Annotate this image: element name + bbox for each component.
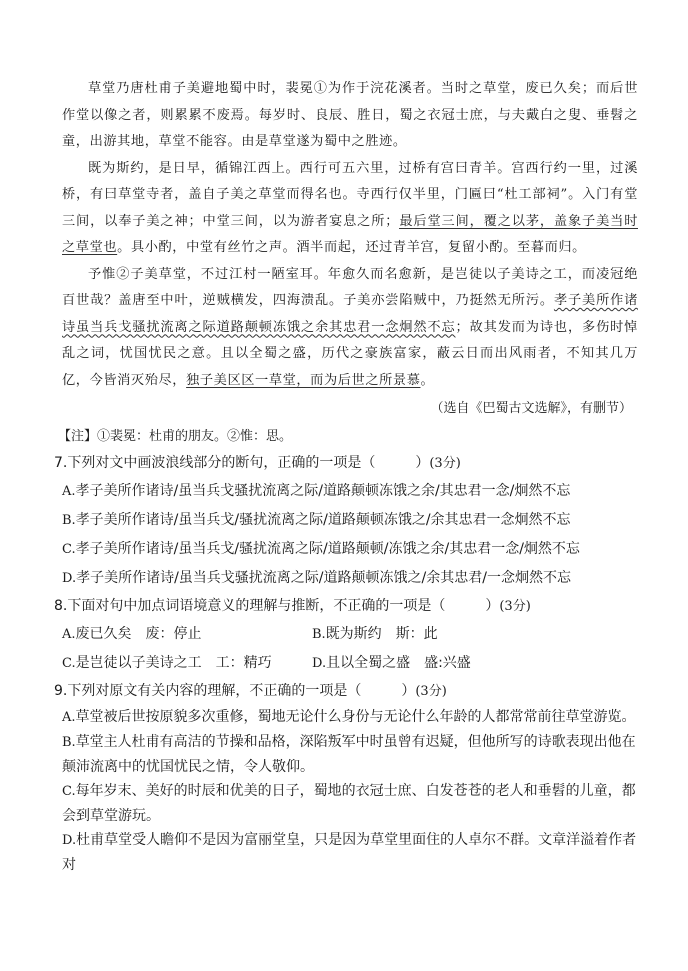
q7-option-b[interactable]: [62, 506, 638, 535]
q8-option-c-gloss: 工：精巧: [215, 655, 272, 671]
q9-option-d-text: 杜甫草堂受人瞻仰不是因为富丽堂皇，只是因为草堂里面住的人卓尔不群。文章洋溢着作者对: [62, 832, 637, 873]
q9-paren-close: ）: [401, 683, 416, 699]
q8-option-b-letter: B.: [312, 627, 326, 642]
q7-option-d[interactable]: [62, 564, 638, 593]
question-7-stem: [54, 450, 638, 477]
q9-option-b[interactable]: [62, 730, 638, 779]
passage-source: （选自《巴蜀古文选解》，有删节）: [430, 401, 632, 416]
q7-option-d-text: 孝子美所作诸诗/虽当兵戈骚扰流离之际/道路颠顿冻饿之/余其忠君/一念炯然不忘: [76, 570, 571, 586]
q7-stem-text: 7.下列对文中画波浪线部分的断句，正确的一项是（: [54, 455, 376, 471]
q9-option-a[interactable]: [62, 705, 638, 730]
q9-option-c-letter: C.: [62, 784, 76, 799]
q9-option-a-text: 草堂被后世按原貌多次重修，蜀地无论什么身份与无论什么年龄的人都常常前往草堂游览。: [75, 709, 636, 725]
q7-option-c-text: 孝子美所作诸诗/虽当兵戈/骚扰流离之际/道路颠顿/冻饿之余/其忠君一念/炯然不忘: [75, 541, 580, 557]
q8-option-a-letter: A.: [62, 627, 76, 642]
q9-option-d-letter: D.: [62, 833, 77, 848]
p1-text-b: 为作于浣花溪者。当时之草堂，废已久矣；而后世作堂以像之者，则累累不废焉。每岁时、良辰、胜日，蜀之衣冠士庶，与夫戴白之叟、垂髫之童，出游其地，草堂不能容。由是草堂遂为蜀中之胜迹。: [62, 81, 638, 149]
passage-paragraph-3: [62, 262, 638, 395]
q9-option-a-letter: A.: [62, 710, 76, 725]
q8-points: (3分): [499, 599, 531, 614]
q8-paren-close: ）: [485, 598, 500, 614]
p2-underlined-sentence: 最后堂三间，覆之以茅，盖象子美当时之草堂也: [62, 213, 638, 255]
question-9-stem: [54, 678, 638, 705]
q9-option-c-text: 每年岁末、美好的时辰和优美的日子，蜀地的衣冠士庶、白发苍苍的老人和垂髫的儿童，都会到草堂游玩。: [62, 783, 636, 824]
q8-option-a-phrase: 废已久矣: [75, 626, 132, 642]
q8-options-row-2: [62, 649, 638, 678]
footnote-mark-2: ②: [116, 266, 131, 282]
q8-stem-text: 8.下面对句中加点词语境意义的理解与推断，不正确的一项是（: [54, 598, 446, 614]
q9-option-c[interactable]: [62, 779, 638, 828]
q7-option-b-letter: B.: [62, 513, 76, 528]
q8-option-c[interactable]: [62, 649, 312, 678]
q9-stem-text: 9.下列对原文有关内容的理解，不正确的一项是（: [54, 683, 362, 699]
q7-paren-close: ）: [415, 455, 430, 471]
q7-option-a-letter: A.: [62, 484, 76, 499]
q7-option-a[interactable]: [62, 477, 638, 506]
q7-option-c-letter: C.: [62, 542, 76, 557]
q8-option-a-gloss: 废：停止: [145, 626, 202, 642]
passage-notes: 【注】①裴冕：杜甫的朋友。②惟：思。: [58, 429, 293, 444]
q9-option-d[interactable]: [62, 828, 638, 877]
q9-points: (3分): [415, 684, 447, 699]
q8-option-c-phrase: 是岂徒以子美诗之工: [75, 655, 202, 671]
q8-option-a[interactable]: [62, 620, 312, 649]
p3-text-b: 子美草堂，不过江村一陋室耳。年愈久而名愈新，是岂徒以子美诗之工，而凌冠绝百世哉？盖唐至中叶，逆贼横发，四海溃乱。子美亦尝陷贼中，乃挺然无所污。: [62, 266, 639, 308]
question-8-stem: [54, 593, 638, 620]
passage-paragraph-1: [62, 76, 638, 156]
p3-wavy-sentence: 孝子美所作诸诗虽当兵戈骚扰流离之际道路颠顿冻饿之余其忠君一念炯然不忘: [62, 293, 638, 335]
q8-option-d-gloss: 盛:兴盛: [424, 655, 471, 671]
q8-option-b-gloss: 斯：此: [395, 626, 438, 642]
q8-option-d-letter: D.: [312, 656, 327, 671]
p3-text-a: 予惟: [88, 266, 117, 282]
q8-option-c-letter: C.: [62, 656, 76, 671]
p3-underlined-sentence: 独子美区区一草堂，而为后世之所景慕: [186, 372, 421, 388]
q8-option-b-phrase: 既为斯约: [325, 626, 382, 642]
p3-text-c: ；故其发而为诗也，多伤时悼乱之词，忧国忧民之意。且以全蜀之盛，历代之豪族富家，蔽云日而出风雨者，不知其几万亿，今皆消灭殆尽，: [62, 319, 638, 388]
q7-option-b-text: 孝子美所作诸诗/虽当兵戈/骚扰流离之际/道路颠顿冻饿之/余其忠君一念炯然不忘: [75, 512, 571, 528]
q8-options-row-1: [62, 620, 638, 649]
q8-option-b[interactable]: [312, 620, 562, 649]
q7-points: (3分): [429, 456, 461, 471]
q7-option-a-text: 孝子美所作诸诗/虽当兵戈骚扰流离之际/道路颠顿冻饿之余/其忠君一念/炯然不忘: [75, 483, 571, 499]
footnote-mark-1: ①: [313, 81, 328, 96]
q9-option-b-letter: B.: [62, 735, 76, 750]
p3-text-d: 。: [420, 372, 435, 388]
q8-option-d-phrase: 且以全蜀之盛: [326, 655, 411, 671]
passage-paragraph-2: [62, 156, 638, 262]
p1-text-a: 草堂乃唐杜甫子美避地蜀中时，裴冕: [88, 81, 314, 96]
q7-option-d-letter: D.: [62, 571, 77, 586]
q7-option-c[interactable]: [62, 535, 638, 564]
p2-text-b: 。具小酌，中堂有丝竹之声。酒半而起，还过青羊宫，复留小酌。至暮而归。: [117, 240, 586, 255]
classical-passage: [62, 76, 638, 394]
p2-text-a: 既为斯约，是日早，循锦江西上。西行可五六里，过桥有宫曰青羊。宫西行约一里，过溪桥，有曰草堂寺者，盖自子美之草堂而得名也。寺西行仅半里，门匾曰“杜工部祠”。入门有堂三间，以奉子美之神；中堂三间，以为游者宴息之所；: [62, 160, 638, 229]
q8-option-d[interactable]: [312, 649, 562, 678]
q9-option-b-text: 草堂主人杜甫有高洁的节操和品格，深陷叛军中时虽曾有迟疑，但他所写的诗歌表现出他在颠沛流离中的忧国忧民之情，令人敬仰。: [62, 734, 636, 775]
